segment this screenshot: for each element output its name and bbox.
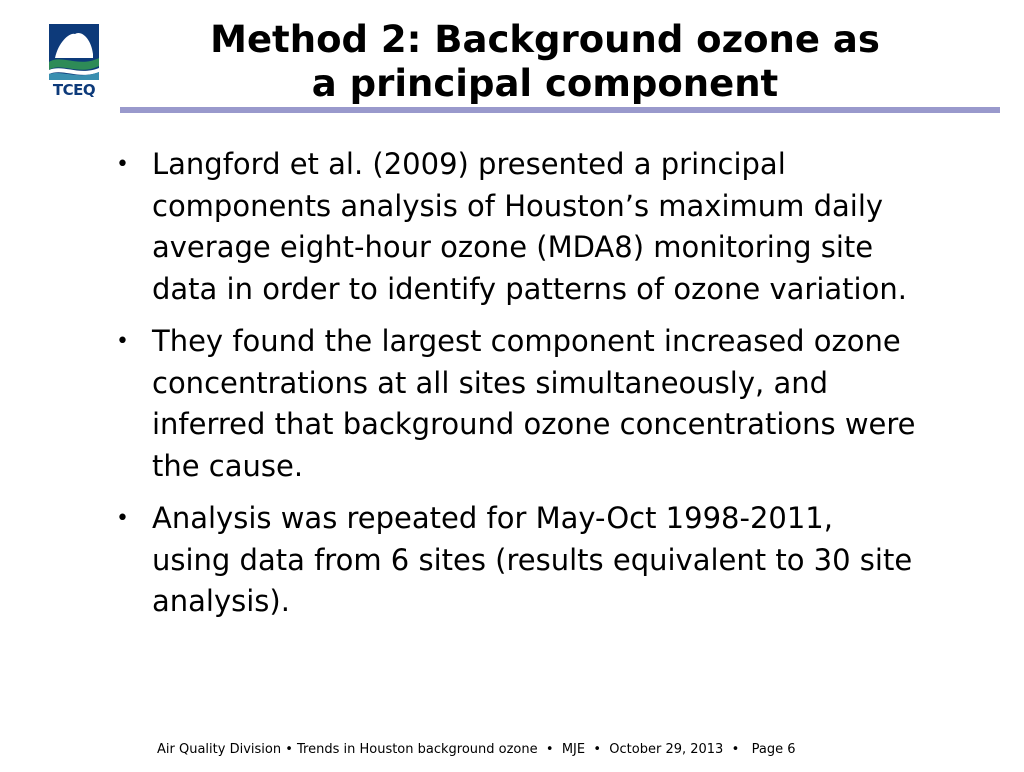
logo-text: TCEQ: [52, 81, 96, 99]
bullet-list: [116, 144, 916, 634]
bullet-dot-icon: •: [116, 506, 129, 531]
bullet-dot-icon: •: [116, 329, 129, 354]
bullet-dot-icon: •: [116, 152, 129, 177]
slide-title: [120, 18, 970, 106]
tceq-logo: [49, 24, 99, 104]
bullet-item: [116, 321, 916, 487]
title-line-1: Method 2: Background ozone as: [210, 18, 880, 61]
bullet-item: [116, 498, 916, 623]
footer-text: Air Quality Division • Trends in Houston background ozone • MJE • October 29, 2013 • Page 6: [157, 742, 796, 757]
title-line-2: a principal component: [311, 62, 779, 105]
bullet-text: Analysis was repeated for May-Oct 1998-2011, using data from 6 sites (results equivalent to 30 site analysis).: [152, 501, 913, 618]
bullet-text: Langford et al. (2009) presented a principal components analysis of Houston’s maximum daily average eight-hour ozone (MDA8) monitoring site data in order to identify patterns of ozone variation.: [152, 147, 907, 306]
tceq-logo-graphic: [49, 24, 99, 80]
bullet-item: [116, 144, 916, 310]
bullet-text: They found the largest component increased ozone concentrations at all sites simultaneously, and inferred that background ozone concentrations were the cause.: [152, 324, 916, 483]
title-divider: [120, 107, 1000, 113]
